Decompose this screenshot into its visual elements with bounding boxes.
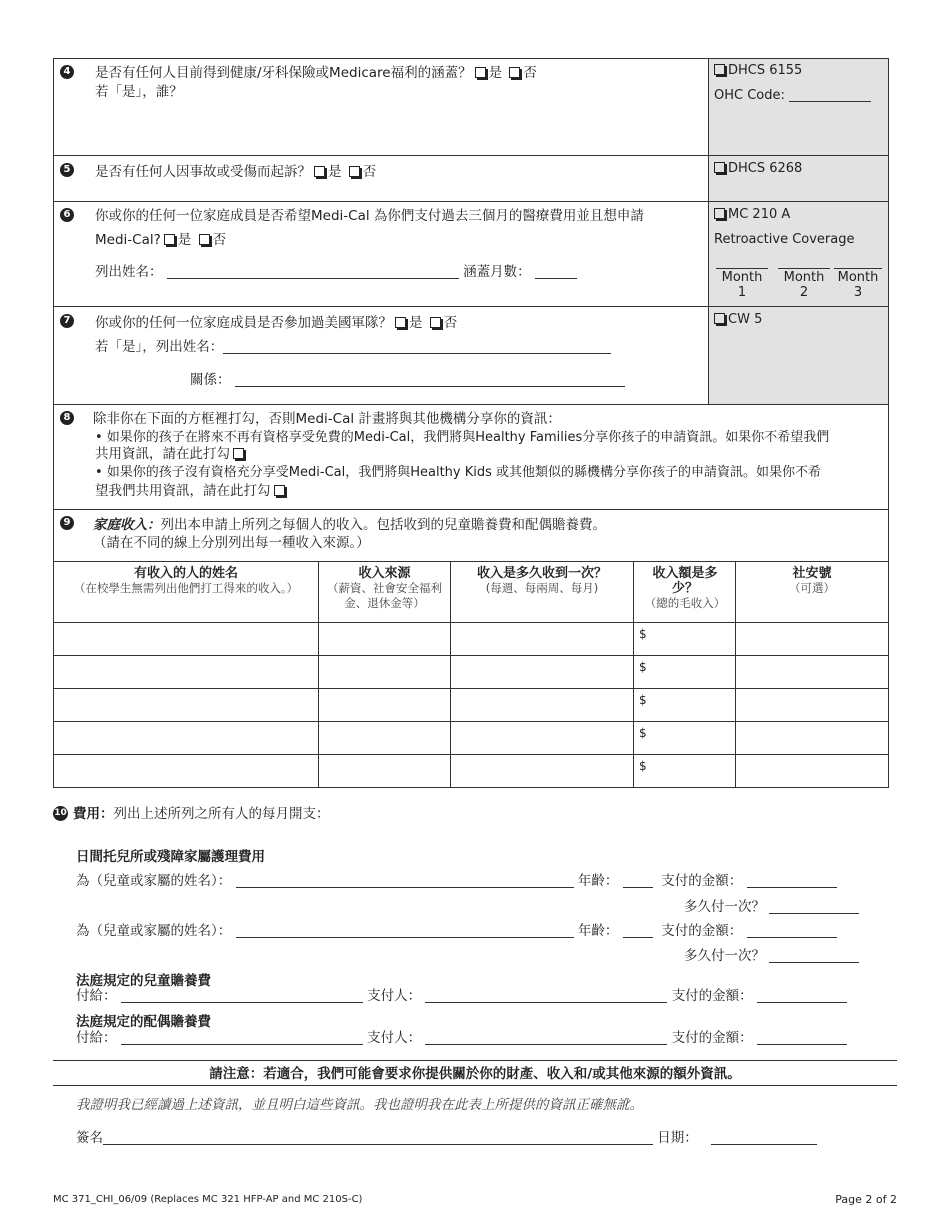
- income-row-3-name[interactable]: [53, 688, 319, 722]
- cs-pay-to-label: 付給：: [76, 988, 117, 1004]
- q4-number: 4: [60, 65, 74, 79]
- income-row-3-frequency[interactable]: [450, 688, 634, 722]
- income-row-5-frequency[interactable]: [450, 754, 634, 788]
- col-frequency-header: [452, 566, 632, 596]
- q4-side-form: [714, 61, 802, 81]
- ss-paid-label: 支付的金額：: [671, 1030, 753, 1046]
- care2-for-label: 為（兒童或家屬的姓名）：: [76, 923, 232, 939]
- q7-no-label: 否: [443, 315, 458, 331]
- income-row-1-amount[interactable]: [633, 622, 736, 656]
- q7-question: [95, 313, 457, 333]
- q8-number: 8: [60, 411, 74, 425]
- dhcs6268-label: DHCS 6268: [728, 161, 803, 176]
- income-row-1-frequency[interactable]: [450, 622, 634, 656]
- q6-no-label: 否: [212, 232, 227, 248]
- q5-question: [95, 162, 376, 182]
- q5-yes-label: 是: [328, 164, 342, 180]
- q4-text: 是否有任何人目前得到健康/牙科保險或Medicare福利的涵蓋？: [95, 65, 472, 81]
- q6-names-field[interactable]: [167, 264, 459, 279]
- child-support-row: [76, 986, 847, 1006]
- mc210a-checkbox[interactable]: [714, 208, 725, 219]
- month-1[interactable]: [716, 268, 768, 300]
- month-2-label: Month 2: [783, 270, 825, 300]
- care2-age-field[interactable]: [623, 923, 653, 938]
- col-amount-title: 收入額是多少？: [652, 566, 718, 596]
- care1-often-field[interactable]: [769, 899, 859, 914]
- notice-top-rule: [53, 1060, 897, 1061]
- q10-number: 10: [53, 806, 68, 821]
- q7-names-field[interactable]: [223, 339, 611, 354]
- dollar-sign: $: [639, 726, 647, 740]
- retroactive-coverage: Retroactive Coverage: [714, 232, 855, 247]
- q8-bullet2-line1: • 如果你的孩子沒有資格充分享受Medi-Cal，我們將與Healthy Kids 或其他類似的縣機構分享你孩子的申請資訊。如果你不希: [95, 465, 822, 480]
- q7-yes-label: 是: [409, 315, 423, 331]
- dhcs6268-checkbox[interactable]: [714, 162, 725, 173]
- q8-bullet2-line2: [95, 481, 288, 501]
- date-field[interactable]: [711, 1130, 817, 1145]
- income-row-5-amount[interactable]: [633, 754, 736, 788]
- col-ssn-sub: （可選）: [789, 581, 835, 595]
- care-title: 日間托兒所或殘障家屬護理費用: [76, 849, 265, 865]
- q5-side-form: [714, 159, 802, 179]
- cw5-checkbox[interactable]: [714, 313, 725, 324]
- col-ssn-title: 社安號: [792, 566, 832, 581]
- ss-payer-field[interactable]: [425, 1030, 667, 1045]
- footer-form-id: MC 371_CHI_06/09 (Replaces MC 321 HFP-AP and MC 210S-C): [53, 1194, 363, 1205]
- col-name-header: [55, 566, 317, 596]
- footer-page-number: Page 2 of 2: [835, 1193, 897, 1206]
- income-row-2-amount[interactable]: [633, 655, 736, 689]
- q5-no-checkbox[interactable]: [349, 166, 360, 177]
- q7-number: 7: [60, 314, 74, 328]
- dollar-sign: $: [639, 660, 647, 674]
- q8-bullet1-line1: • 如果你的孩子在將來不再有資格享受免費的Medi-Cal，我們將與Healthy Families分享你孩子的申請資訊。如果你不希望我們: [95, 430, 830, 445]
- q6-names-row: [95, 262, 577, 282]
- q9-number: 9: [60, 516, 74, 530]
- signature-field[interactable]: [103, 1130, 653, 1145]
- ss-pay-to-label: 付給：: [76, 1030, 117, 1046]
- care1-age-label: 年齡：: [577, 873, 619, 889]
- q7-side-form: [714, 310, 762, 330]
- col-frequency-title: 收入是多久收到一次？: [476, 566, 607, 581]
- healthy-families-optout-checkbox[interactable]: [233, 448, 244, 459]
- q4-no-label: 否: [523, 65, 537, 81]
- date-label: 日期：: [657, 1130, 698, 1146]
- income-row-4-frequency[interactable]: [450, 721, 634, 755]
- care-often-row-1: [684, 897, 859, 917]
- cw5-label: CW 5: [728, 312, 763, 327]
- q4-yes-checkbox[interactable]: [475, 67, 486, 78]
- income-row-1-ssn[interactable]: [735, 622, 889, 656]
- q5-no-label: 否: [362, 164, 377, 180]
- income-row-3-source[interactable]: [318, 688, 451, 722]
- month-2[interactable]: [778, 268, 830, 300]
- q5-text: 是否有任何人因事故或受傷而起訴？: [95, 164, 311, 180]
- q8-bullet1-text: 共用資訊，請在此打勾: [95, 446, 230, 462]
- care1-age-field[interactable]: [623, 873, 653, 888]
- q10-text: 列出上述所列之所有人的每月開支：: [113, 806, 330, 822]
- ohc-code-field[interactable]: [789, 87, 871, 102]
- q6-yes-label: 是: [177, 232, 192, 248]
- q5-number: 5: [60, 163, 74, 177]
- q7-relation-label: 關係：: [190, 372, 231, 388]
- care1-often-label: 多久付一次？: [684, 899, 765, 915]
- income-row-2-source[interactable]: [318, 655, 451, 689]
- dollar-sign: $: [639, 693, 647, 707]
- col-ssn-header: [737, 566, 887, 596]
- income-row-2-ssn[interactable]: [735, 655, 889, 689]
- q5-yes-checkbox[interactable]: [314, 166, 325, 177]
- cs-payer-field[interactable]: [425, 988, 667, 1003]
- income-row-5-ssn[interactable]: [735, 754, 889, 788]
- q6-months-field[interactable]: [535, 264, 577, 279]
- spousal-support-title: 法庭規定的配偶贍養費: [76, 1014, 211, 1030]
- q10-title: 費用：: [73, 806, 114, 822]
- care2-paid-label: 支付的金額：: [661, 923, 743, 939]
- q6-text2: Medi-Cal?: [95, 232, 161, 248]
- care2-name-field[interactable]: [236, 923, 574, 938]
- care-row-1: [76, 871, 837, 891]
- care-row-2: [76, 921, 837, 941]
- care1-name-field[interactable]: [236, 873, 574, 888]
- signature-row: [76, 1128, 817, 1148]
- q6-months-label: 涵蓋月數：: [463, 264, 531, 280]
- income-row-4-ssn[interactable]: [735, 721, 889, 755]
- col-name-title: 有收入的人的姓名: [133, 566, 238, 581]
- col-frequency-sub: (每週、每兩周、每月): [485, 581, 599, 595]
- income-row-4-name[interactable]: [53, 721, 319, 755]
- q9-subtext: （請在不同的線上分別列出每一種收入來源。）: [93, 535, 370, 551]
- month-3[interactable]: [834, 268, 882, 300]
- mc210a-label: MC 210 A: [728, 207, 791, 222]
- cs-payer-label: 支付人：: [367, 988, 422, 1004]
- q4-no-checkbox[interactable]: [509, 67, 520, 78]
- dollar-sign: $: [639, 759, 647, 773]
- dhcs6155-label: DHCS 6155: [728, 63, 803, 78]
- q9-question: [93, 515, 606, 535]
- q8-intro: 除非你在下面的方框裡打勾，否則Medi-Cal 計畫將與其他機構分享你的資訊：: [93, 411, 561, 427]
- q6-names-label: 列出姓名：: [95, 264, 163, 280]
- care2-often-label: 多久付一次？: [684, 948, 765, 964]
- q4-question: [95, 63, 537, 83]
- care1-paid-label: 支付的金額：: [661, 873, 743, 889]
- income-row-4-source[interactable]: [318, 721, 451, 755]
- q7-relation-field[interactable]: [235, 372, 625, 387]
- income-row-1-name[interactable]: [53, 622, 319, 656]
- certify-text: 我證明我已經讀過上述資訊，並且明白這些資訊。我也證明我在此表上所提供的資訊正確無訛。: [76, 1097, 643, 1113]
- care1-for-label: 為（兒童或家屬的姓名）：: [76, 873, 232, 889]
- col-amount-sub: （總的毛收入）: [644, 596, 726, 610]
- q8-bullet2-text: 望我們共用資訊，請在此打勾: [95, 483, 271, 499]
- col-source-sub: （薪資、社會安全福利金、退休金等）: [327, 581, 442, 610]
- month-1-label: Month 1: [721, 270, 763, 300]
- q7-names-label: 若「是」，列出姓名：: [95, 339, 224, 355]
- q9-text: 列出本申請上所列之每個人的收入。包括收到的兒童贍養費和配偶贍養費。: [160, 517, 606, 533]
- col-source-header: [322, 566, 447, 611]
- ss-payer-label: 支付人：: [367, 1030, 422, 1046]
- care1-paid-field[interactable]: [747, 873, 837, 888]
- q6-yes-checkbox[interactable]: [164, 234, 175, 245]
- signature-label: 簽名: [76, 1130, 103, 1146]
- income-row-1-source[interactable]: [318, 622, 451, 656]
- dhcs6155-checkbox[interactable]: [714, 64, 725, 75]
- care-often-row-2: [684, 946, 859, 966]
- cs-paid-field[interactable]: [757, 988, 847, 1003]
- income-row-2-name[interactable]: [53, 655, 319, 689]
- q6-text-line2: [95, 230, 226, 250]
- q6-number: 6: [60, 208, 74, 222]
- notice-text: 請注意：若適合，我們可能會要求你提供關於你的財產、收入和/或其他來源的額外資訊。: [209, 1066, 741, 1082]
- income-row-3-ssn[interactable]: [735, 688, 889, 722]
- income-row-5-name[interactable]: [53, 754, 319, 788]
- care2-age-label: 年齡：: [577, 923, 619, 939]
- q6-text-line1: 你或你的任何一位家庭成員是否希望Medi-Cal 為你們支付過去三個月的醫療費用並且想申請: [95, 208, 644, 224]
- notice-bottom-rule: [53, 1085, 897, 1086]
- spousal-support-row: [76, 1028, 847, 1048]
- income-row-5-source[interactable]: [318, 754, 451, 788]
- col-amount-header: [644, 566, 726, 611]
- q7-yes-checkbox[interactable]: [395, 317, 406, 328]
- q7-text: 你或你的任何一位家庭成員是否參加過美國軍隊？: [95, 315, 392, 331]
- dollar-sign: $: [639, 627, 647, 641]
- ss-paid-field[interactable]: [757, 1030, 847, 1045]
- income-row-3-amount[interactable]: [633, 688, 736, 722]
- q6-no-checkbox[interactable]: [199, 234, 210, 245]
- child-support-title: 法庭規定的兒童贍養費: [76, 973, 211, 989]
- ss-pay-to-field[interactable]: [121, 1030, 363, 1045]
- healthy-kids-optout-checkbox[interactable]: [274, 485, 285, 496]
- q7-relation-row: [190, 370, 625, 390]
- col-source-title: 收入來源: [358, 566, 411, 581]
- q7-no-checkbox[interactable]: [430, 317, 441, 328]
- q4-followup: 若「是」，誰？: [95, 84, 183, 100]
- income-row-2-frequency[interactable]: [450, 655, 634, 689]
- ohc-code-label: OHC Code:: [714, 88, 785, 103]
- q9-title: 家庭收入：: [93, 517, 161, 533]
- income-row-4-amount[interactable]: [633, 721, 736, 755]
- q4-yes-label: 是: [488, 65, 503, 81]
- q6-side-form: [714, 205, 790, 225]
- ohc-code: [714, 86, 871, 106]
- cs-pay-to-field[interactable]: [121, 988, 363, 1003]
- month-3-label: Month 3: [837, 270, 879, 300]
- q7-names-row: [95, 337, 611, 357]
- care2-often-field[interactable]: [769, 948, 859, 963]
- q8-bullet1-line2: [95, 444, 247, 464]
- col-name-sub: （在校學生無需列出他們打工得來的收入。）: [73, 581, 299, 595]
- cs-paid-label: 支付的金額：: [671, 988, 753, 1004]
- q10-question: [73, 804, 330, 824]
- care2-paid-field[interactable]: [747, 923, 837, 938]
